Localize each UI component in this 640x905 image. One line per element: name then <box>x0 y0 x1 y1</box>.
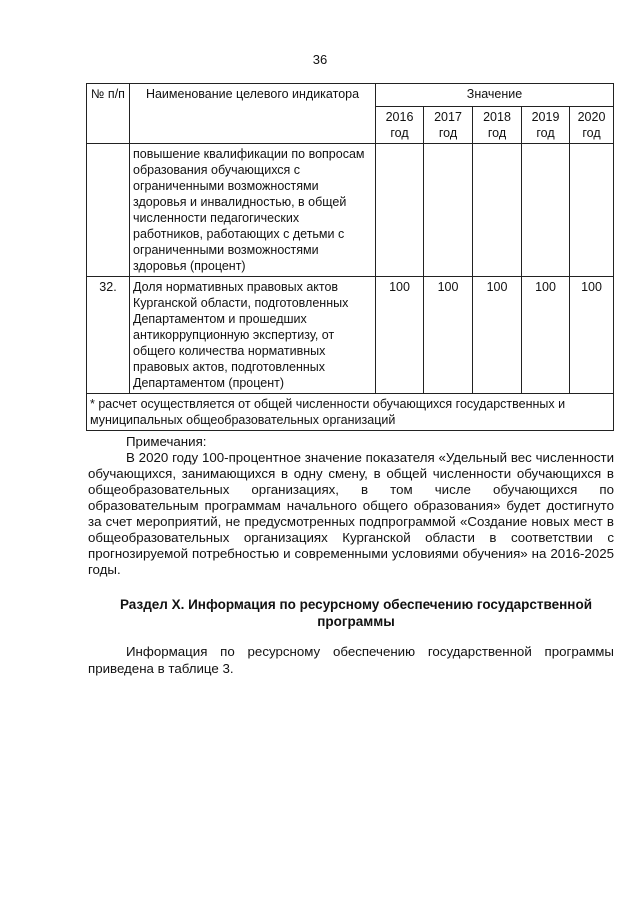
row-value-2019 <box>522 144 570 277</box>
table-row <box>87 144 614 277</box>
header-year-2016: 2016 год <box>376 107 424 144</box>
row-indicator-name: Доля нормативных правовых актов Курганской области, подготовленных Департаментом и прошедших антикоррупционную экспертизу, от общего количества нормативных правовых актов, подготовленных Департаментом (процент) <box>130 277 376 394</box>
row-num <box>87 144 130 277</box>
header-year-2019: 2019 год <box>522 107 570 144</box>
section-title: Раздел X. Информация по ресурсному обеспечению государственной программы <box>119 597 593 629</box>
row-value-2019: 100 <box>522 277 570 394</box>
header-year-2018: 2018 год <box>473 107 522 144</box>
header-num: № п/п <box>87 84 130 144</box>
header-year-2020: 2020 год <box>570 107 614 144</box>
row-value-2016 <box>376 144 424 277</box>
page-number: 36 <box>312 52 328 67</box>
row-value-2020: 100 <box>570 277 614 394</box>
table-row <box>87 277 614 394</box>
header-indicator-name: Наименование целевого индикатора <box>130 84 376 144</box>
section-info <box>88 644 614 677</box>
row-value-2018: 100 <box>473 277 522 394</box>
table-footnote: * расчет осуществляется от общей численности обучающихся государственных и муниципальных общеобразовательных организаций <box>87 394 614 431</box>
indicators-table <box>86 83 614 431</box>
header-year-2017: 2017 год <box>424 107 473 144</box>
notes-block <box>88 434 614 578</box>
row-value-2016: 100 <box>376 277 424 394</box>
row-value-2020 <box>570 144 614 277</box>
notes-text: В 2020 году 100-процентное значение показателя «Удельный вес численности обучающихся, занимающихся в одну смену, в общей численности обучающихся в общеобразовательных организациях, в том числе обучающихся по образовательным программам начального общего образования» будет достигнуто за счет мероприятий, не предусмотренных подпрограммой «Создание новых мест в общеобразовательных организациях Курганской области в соответствии с прогнозируемой потребностью и современными условиями обучения» на 2016-2025 годы. <box>88 450 614 577</box>
section-text: Информация по ресурсному обеспечению государственной программы приведена в таблице 3. <box>88 644 614 676</box>
row-value-2017 <box>424 144 473 277</box>
row-num: 32. <box>87 277 130 394</box>
row-value-2018 <box>473 144 522 277</box>
notes-heading: Примечания: <box>126 434 207 449</box>
row-indicator-name: повышение квалификации по вопросам образования обучающихся с ограниченными возможностями здоровья и инвалидностью, в общей численности педагогических работников, работающих с детьми с ограниченными возможностями здоровья (процент) <box>130 144 376 277</box>
header-value: Значение <box>376 84 614 107</box>
row-value-2017: 100 <box>424 277 473 394</box>
